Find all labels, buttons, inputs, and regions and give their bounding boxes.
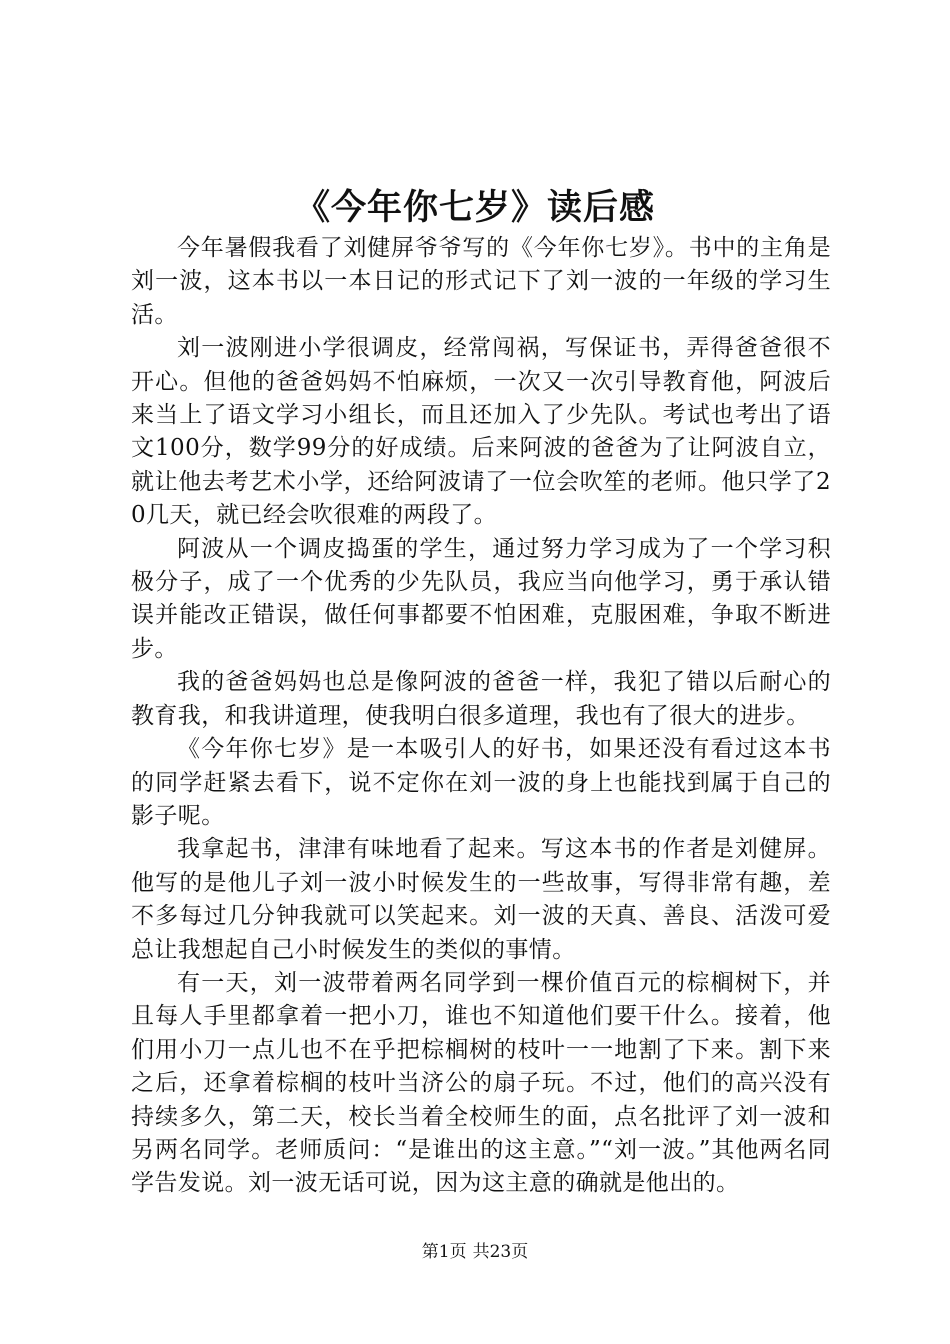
document-title: 《今年你七岁》读后感 [294,187,655,228]
page-number: 第1页 [421,1242,467,1262]
paragraph-7: 有一天，刘一波带着两名同学到一棵价值百元的棕榈树下，并且每人手里都拿着一把小刀，谁也不知道他们要干什么。接着，他们用小刀一点儿也不在乎把棕榈树的枝叶一一地割了下来。割下来之后，还拿着棕榈的枝叶当济公的扇子玩。不过，他们的高兴没有持续多久，第二天，校长当着全校师生的面，点名批评了刘一波和另两名同学。老师质问：“是谁出的这主意。”“刘一波。”其他两名同学告发说。刘一波无话可说，因为这主意的确就是他出的。 [131,969,831,1197]
paragraph-3: 阿波从一个调皮捣蛋的学生，通过努力学习成为了一个学习积极分子，成了一个优秀的少先队员，我应当向他学习，勇于承认错误并能改正错误，做任何事都要不怕困难，克服困难，争取不断进步。 [131,535,831,662]
paragraph-1: 今年暑假我看了刘健屏爷爷写的《今年你七岁》。书中的主角是刘一波，这本书以一本日记的形式记下了刘一波的一年级的学习生活。 [131,235,831,328]
paragraph-4: 我的爸爸妈妈也总是像阿波的爸爸一样，我犯了错以后耐心的教育我，和我讲道理，使我明白很多道理，我也有了很大的进步。 [131,669,831,729]
paragraph-2: 刘一波刚进小学很调皮，经常闯祸，写保证书，弄得爸爸很不开心。但他的爸爸妈妈不怕麻烦，一次又一次引导教育他，阿波后来当上了语文学习小组长，而且还加入了少先队。考试也考出了语文100分，数学99分的好成绩。后来阿波的爸爸为了让阿波自立，就让他去考艺术小学，还给阿波请了一位会吹笙的老师。他只学了20几天，就已经会吹很难的两段了。 [131,335,831,529]
paragraph-6: 我拿起书，津津有味地看了起来。写这本书的作者是刘健屏。他写的是他儿子刘一波小时候发生的一些故事，写得非常有趣，差不多每过几分钟我就可以笑起来。刘一波的天真、善良、活泼可爱总让我想起自己小时候发生的类似的事情。 [131,836,831,963]
page-total: 共23页 [472,1242,529,1262]
document-body [131,232,831,1201]
page-footer [0,1239,950,1265]
paragraph-5: 《今年你七岁》是一本吸引人的好书，如果还没有看过这本书的同学赶紧去看下，说不定你在刘一波的身上也能找到属于自己的影子呢。 [131,736,831,829]
